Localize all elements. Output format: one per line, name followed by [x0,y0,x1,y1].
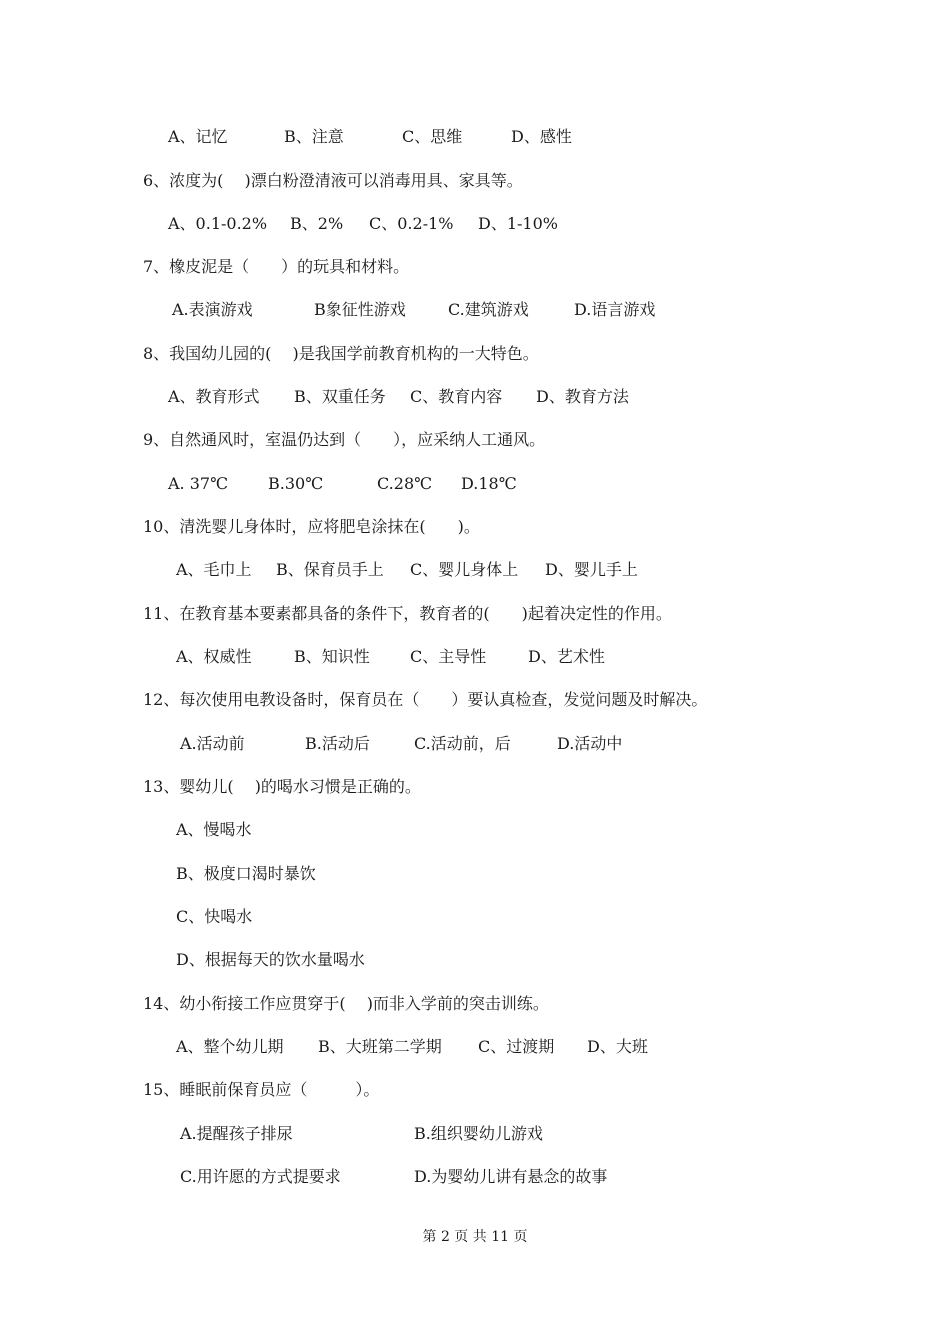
page-number-footer: 第 2 页 共 11 页 [422,1229,528,1245]
option-q11-b: B、知识性 [294,647,370,666]
option-q15-b: B.组织婴幼儿游戏 [414,1124,543,1143]
option-q12-b: B.活动后 [305,734,370,753]
question-10: 10、清洗婴儿身体时，应将肥皂涂抹在( )。 [143,517,480,536]
option-q8-d: D、教育方法 [536,387,629,406]
option-q5-c: C、思维 [402,127,463,146]
question-13: 13、婴幼儿( )的喝水习惯是正确的。 [143,777,421,796]
option-q15-a: A.提醒孩子排尿 [180,1124,293,1143]
option-q9-d: D.18℃ [461,474,517,493]
option-q10-a: A、毛巾上 [176,560,252,579]
option-q14-d: D、大班 [587,1037,648,1056]
option-q7-b: B象征性游戏 [314,300,406,319]
option-q6-b: B、2% [290,214,344,233]
option-q6-a: A、0.1-0.2% [168,214,268,233]
option-q10-d: D、婴儿手上 [545,560,638,579]
question-14: 14、幼小衔接工作应贯穿于( )而非入学前的突击训练。 [143,994,549,1013]
option-q12-a: A.活动前 [180,734,245,753]
option-q9-a: A. 37℃ [168,474,228,493]
option-q7-a: A.表演游戏 [172,300,253,319]
option-q11-d: D、艺术性 [528,647,605,666]
option-q5-a: A、记忆 [168,127,228,146]
question-11: 11、在教育基本要素都具备的条件下，教育者的( )起着决定性的作用。 [143,604,672,623]
option-q11-c: C、主导性 [410,647,487,666]
option-q15-d: D.为婴幼儿讲有悬念的故事 [414,1167,608,1186]
option-q13-d: D、根据每天的饮水量喝水 [176,950,365,969]
option-q6-c: C、0.2-1% [369,214,454,233]
option-q5-d: D、感性 [511,127,572,146]
option-q8-a: A、教育形式 [168,387,260,406]
option-q9-b: B.30℃ [268,474,324,493]
option-q11-a: A、权威性 [176,647,252,666]
question-6: 6、浓度为( )漂白粉澄清液可以消毒用具、家具等。 [143,171,523,190]
question-8: 8、我国幼儿园的( )是我国学前教育机构的一大特色。 [143,344,539,363]
option-q8-b: B、双重任务 [294,387,386,406]
option-q7-d: D.语言游戏 [574,300,656,319]
option-q10-b: B、保育员手上 [276,560,384,579]
option-q12-d: D.活动中 [557,734,623,753]
question-9: 9、自然通风时，室温仍达到（ ），应采纳人工通风。 [143,430,546,449]
option-q13-c: C、快喝水 [176,907,253,926]
option-q5-b: B、注意 [284,127,344,146]
option-q9-c: C.28℃ [377,474,433,493]
question-15: 15、睡眠前保育员应（ ）。 [143,1080,380,1099]
option-q13-b: B、极度口渴时暴饮 [176,864,316,883]
option-q7-c: C.建筑游戏 [448,300,529,319]
option-q15-c: C.用许愿的方式提要求 [180,1167,341,1186]
question-12: 12、每次使用电教设备时，保育员在（ ）要认真检查，发觉问题及时解决。 [143,690,708,709]
option-q6-d: D、1-10% [478,214,558,233]
option-q8-c: C、教育内容 [410,387,503,406]
option-q10-c: C、婴儿身体上 [410,560,519,579]
option-q14-a: A、整个幼儿期 [176,1037,284,1056]
option-q14-b: B、大班第二学期 [318,1037,442,1056]
question-7: 7、橡皮泥是（ ）的玩具和材料。 [143,257,410,276]
option-q13-a: A、慢喝水 [176,820,252,839]
option-q14-c: C、过渡期 [478,1037,555,1056]
option-q12-c: C.活动前，后 [414,734,511,753]
